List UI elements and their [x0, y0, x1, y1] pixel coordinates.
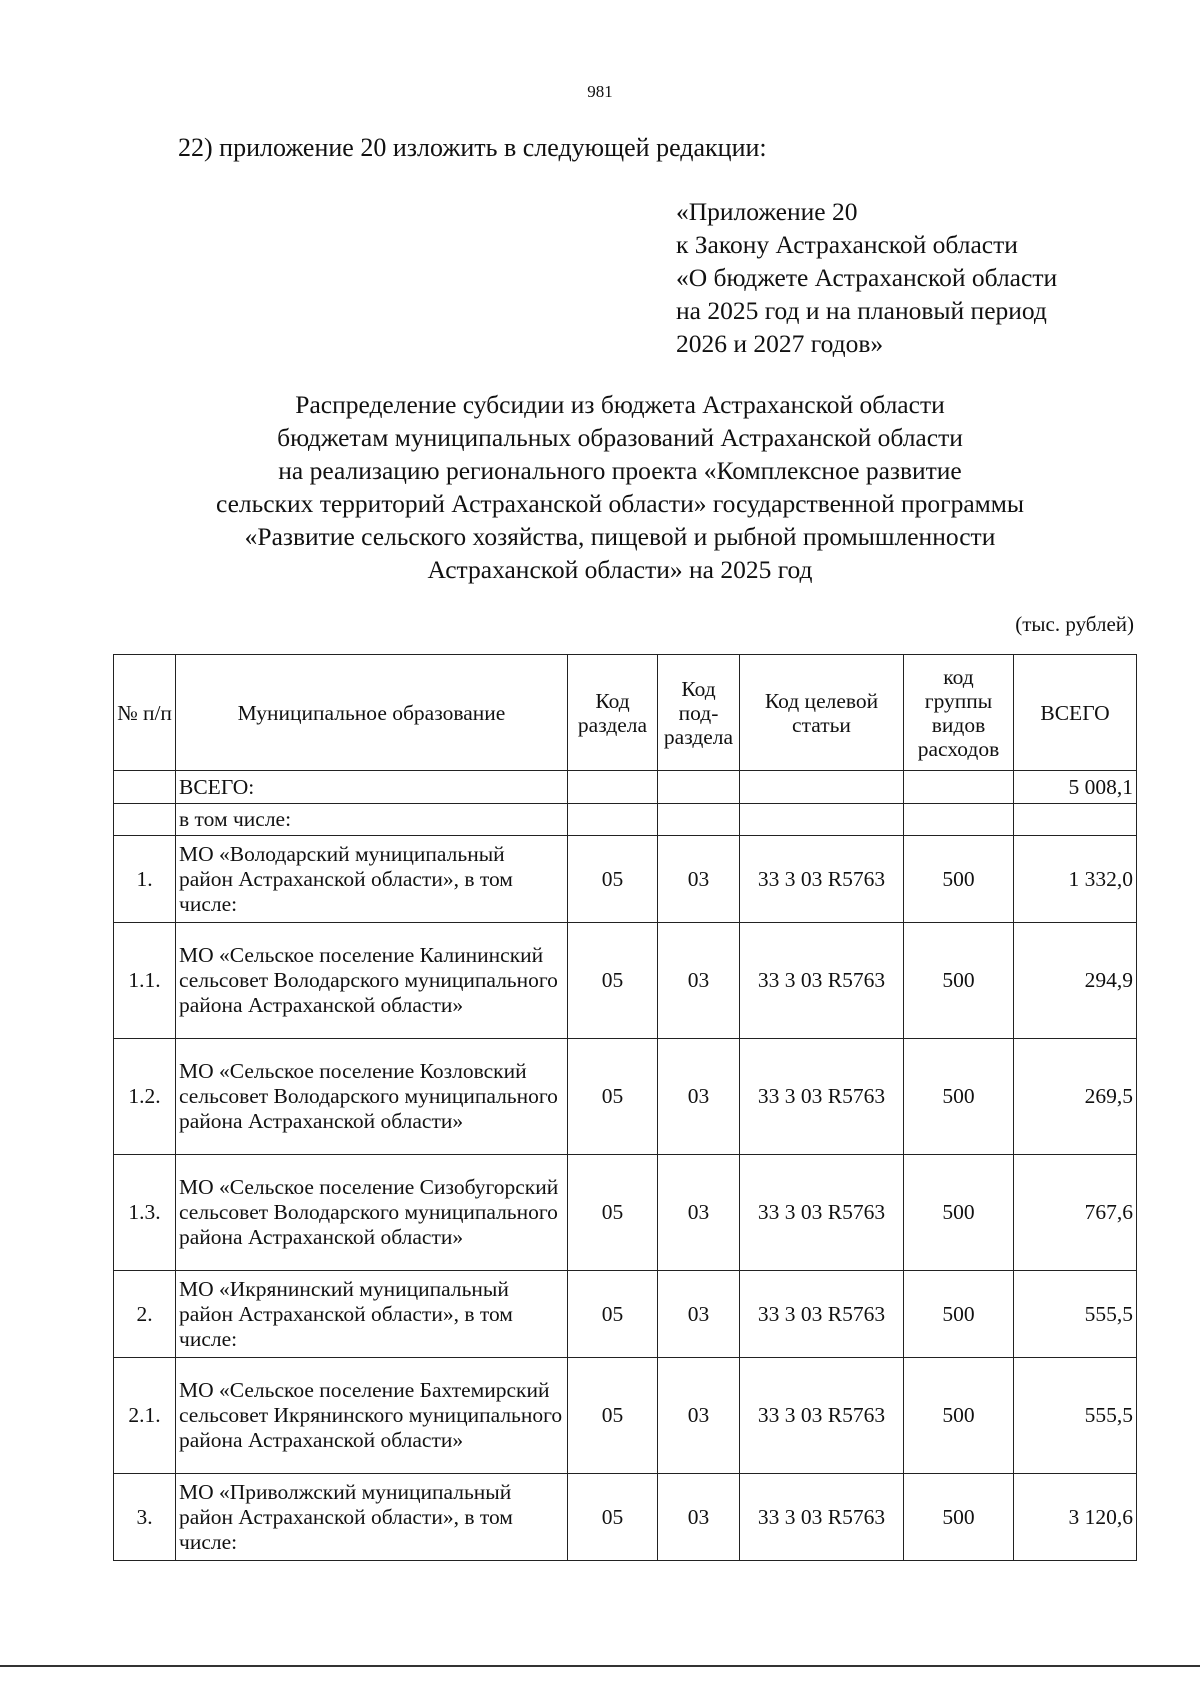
cell-num: 1. [114, 836, 176, 923]
page-number: 981 [587, 82, 613, 101]
cell-name: МО «Сельское поселение Бахтемирский сельсовет Икрянинского муниципального района Астраханской области» [176, 1358, 568, 1474]
amendment-instruction: 22) приложение 20 изложить в следующей редакции: [178, 133, 767, 162]
cell-name: МО «Сельское поселение Сизобугорский сельсовет Володарского муниципального района Астраханской области» [176, 1155, 568, 1271]
header-total: ВСЕГО [1014, 655, 1137, 771]
header-section: Код раздела [568, 655, 658, 771]
cell-total [1014, 804, 1137, 836]
cell-target: 33 3 03 R5763 [740, 1271, 904, 1358]
cell-section [568, 804, 658, 836]
cell-num: 1.2. [114, 1039, 176, 1155]
cell-section: 05 [568, 923, 658, 1039]
cell-subsection: 03 [658, 923, 740, 1039]
cell-subsection [658, 804, 740, 836]
cell-target: 33 3 03 R5763 [740, 1474, 904, 1561]
table-row [114, 771, 1137, 804]
cell-name: МО «Володарский муниципальный район Астраханской области», в том числе: [176, 836, 568, 923]
table-row [114, 1155, 1137, 1271]
cell-expense: 500 [904, 1155, 1014, 1271]
cell-total: 1 332,0 [1014, 836, 1137, 923]
appendix-line: «О бюджете Астраханской области [676, 263, 1058, 292]
header-expense: код группы видов расходов [904, 655, 1014, 771]
cell-num [114, 804, 176, 836]
header-num: № п/п [114, 655, 176, 771]
cell-name: МО «Сельское поселение Козловский сельсовет Володарского муниципального района Астраханской области» [176, 1039, 568, 1155]
title-line: на реализацию регионального проекта «Комплексное развитие [278, 456, 962, 485]
cell-expense: 500 [904, 1358, 1014, 1474]
appendix-line: к Закону Астраханской области [676, 230, 1018, 259]
subsidy-table [113, 654, 1137, 1561]
cell-total: 294,9 [1014, 923, 1137, 1039]
cell-total: 555,5 [1014, 1358, 1137, 1474]
table-row [114, 1358, 1137, 1474]
cell-expense [904, 804, 1014, 836]
cell-expense: 500 [904, 923, 1014, 1039]
cell-section: 05 [568, 1474, 658, 1561]
cell-section: 05 [568, 1271, 658, 1358]
table-row [114, 1271, 1137, 1358]
table-row [114, 1039, 1137, 1155]
cell-subsection: 03 [658, 1358, 740, 1474]
cell-subsection [658, 771, 740, 804]
title-line: Распределение субсидии из бюджета Астраханской области [295, 390, 945, 419]
cell-target: 33 3 03 R5763 [740, 1358, 904, 1474]
cell-subsection: 03 [658, 1271, 740, 1358]
units-label: (тыс. рублей) [1015, 612, 1134, 636]
cell-name: ВСЕГО: [176, 771, 568, 804]
cell-expense: 500 [904, 1271, 1014, 1358]
cell-num [114, 771, 176, 804]
table-row [114, 836, 1137, 923]
cell-name: МО «Сельское поселение Калининский сельсовет Володарского муниципального района Астраханской области» [176, 923, 568, 1039]
title-line: Астраханской области» на 2025 год [427, 555, 813, 584]
cell-section [568, 771, 658, 804]
title-line: бюджетам муниципальных образований Астраханской области [277, 423, 963, 452]
header-target: Код целевой статьи [740, 655, 904, 771]
cell-num: 3. [114, 1474, 176, 1561]
cell-name: МО «Икрянинский муниципальный район Астраханской области», в том числе: [176, 1271, 568, 1358]
cell-section: 05 [568, 1155, 658, 1271]
cell-name: в том числе: [176, 804, 568, 836]
cell-target: 33 3 03 R5763 [740, 923, 904, 1039]
cell-subsection: 03 [658, 836, 740, 923]
cell-subsection: 03 [658, 1474, 740, 1561]
cell-num: 1.1. [114, 923, 176, 1039]
appendix-line: 2026 и 2027 годов» [676, 329, 884, 358]
cell-target [740, 804, 904, 836]
table-row [114, 1474, 1137, 1561]
cell-target: 33 3 03 R5763 [740, 1039, 904, 1155]
cell-expense: 500 [904, 836, 1014, 923]
cell-num: 2.1. [114, 1358, 176, 1474]
appendix-line: «Приложение 20 [676, 197, 858, 226]
cell-expense: 500 [904, 1474, 1014, 1561]
table-header-row [114, 655, 1137, 771]
cell-expense: 500 [904, 1039, 1014, 1155]
cell-total: 5 008,1 [1014, 771, 1137, 804]
cell-total: 269,5 [1014, 1039, 1137, 1155]
bottom-divider [0, 1665, 1200, 1667]
cell-total: 555,5 [1014, 1271, 1137, 1358]
cell-num: 1.3. [114, 1155, 176, 1271]
cell-target [740, 771, 904, 804]
title-line: «Развитие сельского хозяйства, пищевой и рыбной промышленности [244, 522, 996, 551]
cell-total: 3 120,6 [1014, 1474, 1137, 1561]
cell-subsection: 03 [658, 1039, 740, 1155]
cell-section: 05 [568, 1039, 658, 1155]
cell-target: 33 3 03 R5763 [740, 1155, 904, 1271]
document-title [0, 388, 1200, 586]
appendix-reference [676, 195, 1057, 360]
cell-total: 767,6 [1014, 1155, 1137, 1271]
header-name: Муниципальное образование [176, 655, 568, 771]
table-row [114, 923, 1137, 1039]
cell-expense [904, 771, 1014, 804]
cell-subsection: 03 [658, 1155, 740, 1271]
title-line: сельских территорий Астраханской области» государственной программы [215, 489, 1025, 518]
cell-num: 2. [114, 1271, 176, 1358]
cell-section: 05 [568, 836, 658, 923]
table-row [114, 804, 1137, 836]
cell-name: МО «Приволжский муниципальный район Астраханской области», в том числе: [176, 1474, 568, 1561]
appendix-line: на 2025 год и на плановый период [676, 296, 1047, 325]
header-subsection: Код под-раздела [658, 655, 740, 771]
cell-target: 33 3 03 R5763 [740, 836, 904, 923]
cell-section: 05 [568, 1358, 658, 1474]
